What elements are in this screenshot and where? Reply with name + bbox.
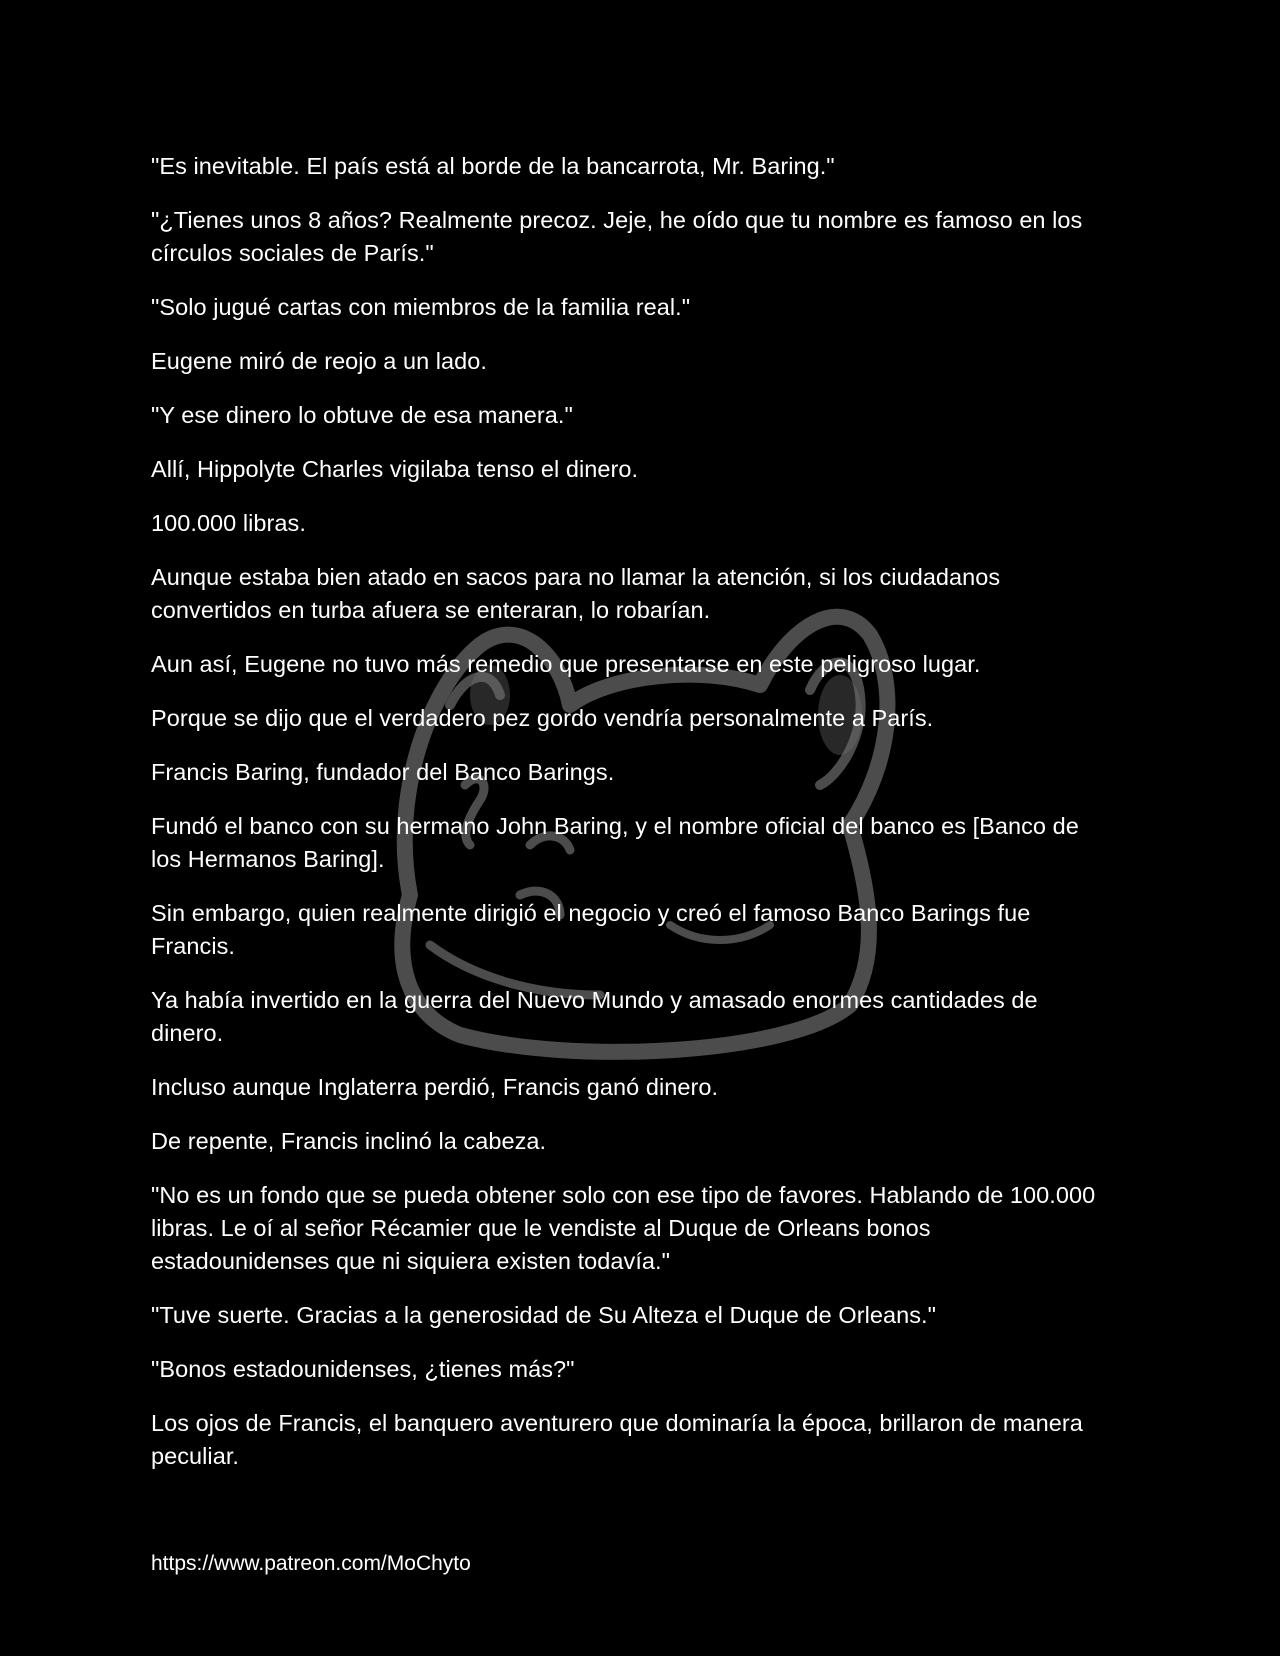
paragraph: "Es inevitable. El país está al borde de la bancarrota, Mr. Baring." <box>151 153 835 179</box>
paragraph: "Y ese dinero lo obtuve de esa manera." <box>151 402 573 428</box>
paragraph: Eugene miró de reojo a un lado. <box>151 348 488 374</box>
paragraph: Sin embargo, quien realmente dirigió el negocio y creó el famoso Banco Barings fue Francis. <box>151 900 1031 959</box>
paragraph: Porque se dijo que el verdadero pez gordo vendría personalmente a París. <box>151 705 934 731</box>
patreon-link[interactable]: https://www.patreon.com/MoChyto <box>151 1552 471 1575</box>
paragraph: Los ojos de Francis, el banquero aventurero que dominaría la época, brillaron de manera peculiar. <box>151 1410 1083 1469</box>
paragraph: "Bonos estadounidenses, ¿tienes más?" <box>151 1356 575 1382</box>
paragraph: Aunque estaba bien atado en sacos para no llamar la atención, si los ciudadanos convertidos en turba afuera se enteraran, lo robarían. <box>151 564 1001 623</box>
story-text <box>151 150 1111 1494</box>
paragraph: "¿Tienes unos 8 años? Realmente precoz. Jeje, he oído que tu nombre es famoso en los círculos sociales de París." <box>151 207 1083 266</box>
paragraph: Francis Baring, fundador del Banco Barings. <box>151 759 615 785</box>
paragraph: 100.000 libras. <box>151 510 306 536</box>
paragraph: Incluso aunque Inglaterra perdió, Francis ganó dinero. <box>151 1074 719 1100</box>
paragraph: De repente, Francis inclinó la cabeza. <box>151 1128 547 1154</box>
paragraph: "No es un fondo que se pueda obtener solo con ese tipo de favores. Hablando de 100.000 libras. Le oí al señor Récamier que le vendiste al Duque de Orleans bonos estadounidenses que ni siquiera existen todavía." <box>151 1182 1096 1274</box>
paragraph: "Tuve suerte. Gracias a la generosidad de Su Alteza el Duque de Orleans." <box>151 1302 936 1328</box>
paragraph: Fundó el banco con su hermano John Baring, y el nombre oficial del banco es [Banco de los Hermanos Baring]. <box>151 813 1079 872</box>
paragraph: "Solo jugué cartas con miembros de la familia real." <box>151 294 691 320</box>
paragraph: Aun así, Eugene no tuvo más remedio que presentarse en este peligroso lugar. <box>151 651 981 677</box>
paragraph: Allí, Hippolyte Charles vigilaba tenso el dinero. <box>151 456 639 482</box>
paragraph: Ya había invertido en la guerra del Nuevo Mundo y amasado enormes cantidades de dinero. <box>151 987 1038 1046</box>
